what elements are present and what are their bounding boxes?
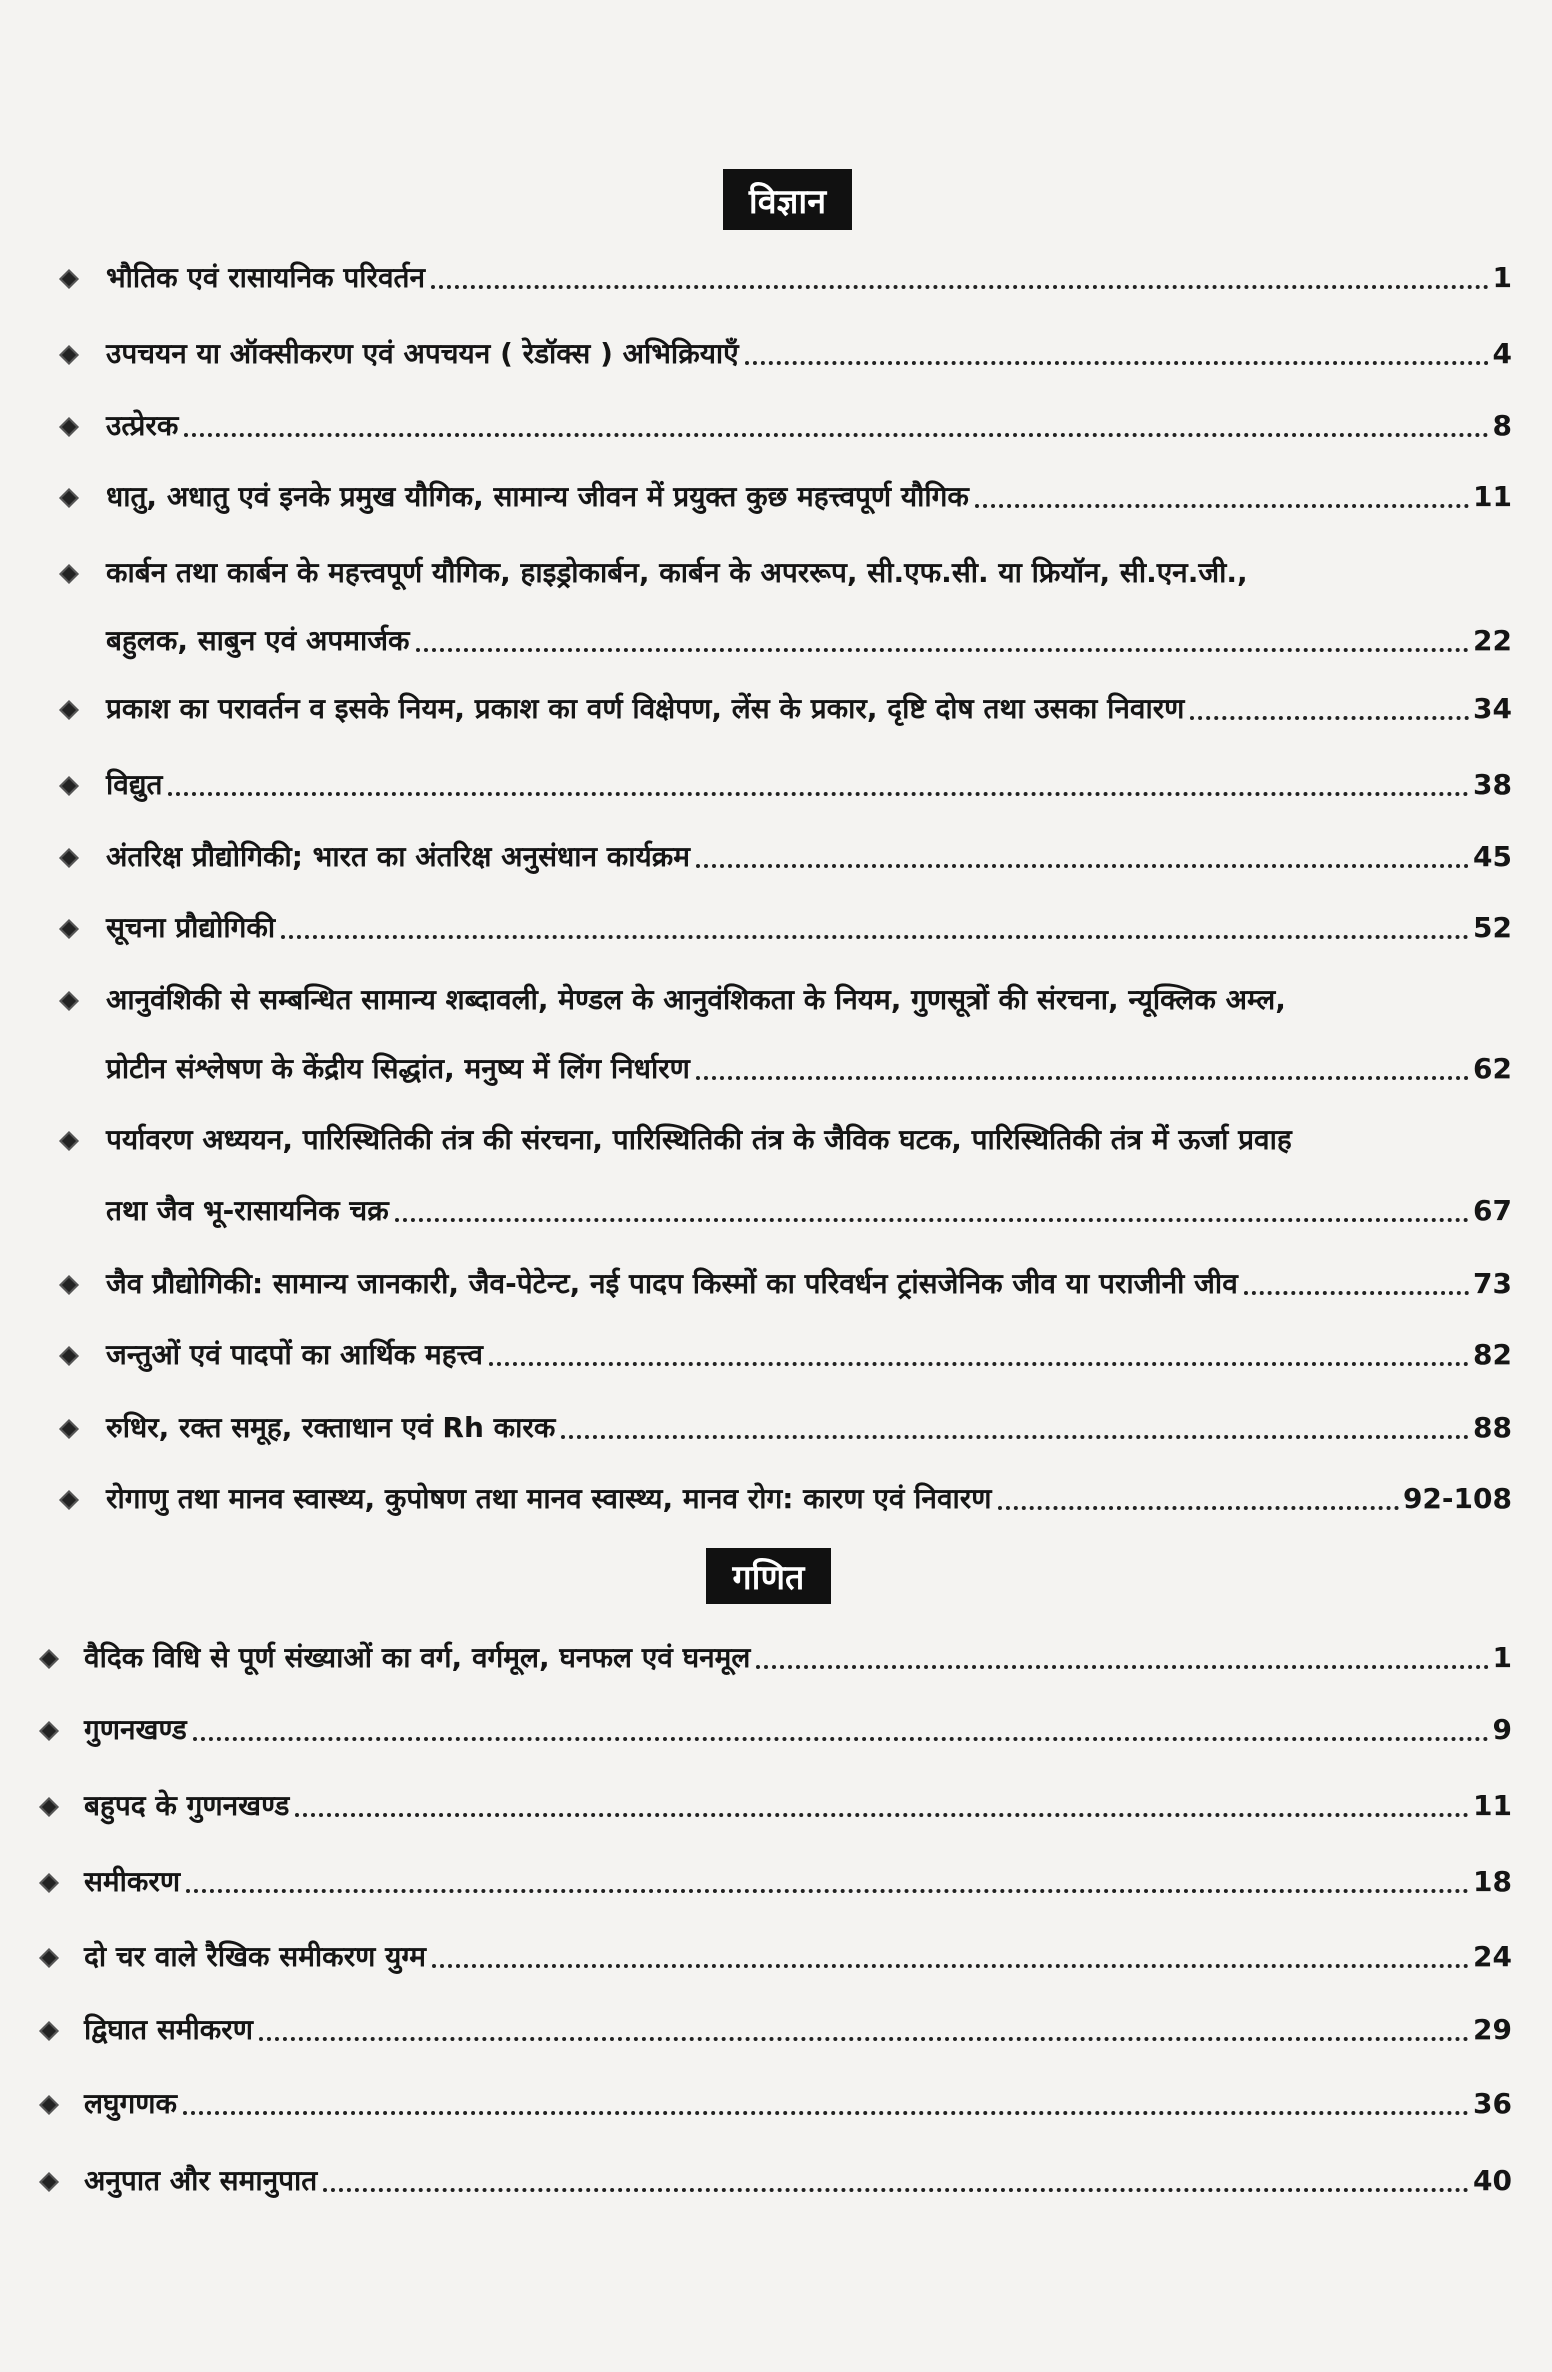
page-number: 45	[1473, 840, 1512, 873]
entry-title: पर्यावरण अध्ययन, पारिस्थितिकी तंत्र की संरचना, पारिस्थितिकी तंत्र के जैविक घटक, पारिस्थितिकी तंत्र में ऊर्जा प्रवाह	[106, 1123, 1292, 1156]
toc-entry	[0, 1782, 1552, 1826]
leader-dots	[561, 1435, 1469, 1439]
page-number: 62	[1473, 1052, 1512, 1085]
entry-title: तथा जैव भू-रासायनिक चक्र	[106, 1194, 389, 1227]
leader-dots	[395, 1218, 1469, 1222]
page-number: 11	[1473, 1789, 1512, 1822]
toc-entry	[0, 1933, 1552, 1977]
page-number: 52	[1473, 911, 1512, 944]
entry-title: वैदिक विधि से पूर्ण संख्याओं का वर्ग, वर्गमूल, घनफल एवं घनमूल	[84, 1641, 751, 1674]
leader-dots	[432, 1964, 1469, 1968]
diamond-bullet-icon	[59, 1275, 79, 1295]
section-heading-mathematics: गणित	[706, 1548, 831, 1604]
toc-entry	[0, 1187, 1552, 1231]
leader-dots	[1244, 1291, 1469, 1295]
toc-entry	[0, 2080, 1552, 2124]
toc-entry	[0, 976, 1552, 1020]
toc-entry	[0, 1331, 1552, 1375]
diamond-bullet-icon	[59, 848, 79, 868]
page-number: 4	[1492, 337, 1512, 370]
diamond-bullet-icon	[59, 700, 79, 720]
page-number: 18	[1473, 1865, 1512, 1898]
page-number: 67	[1473, 1194, 1512, 1227]
toc-entry	[0, 1404, 1552, 1448]
leader-dots	[281, 935, 1469, 939]
section-heading-science: विज्ञान	[723, 169, 852, 230]
diamond-bullet-icon	[59, 776, 79, 796]
diamond-bullet-icon	[39, 1721, 59, 1741]
toc-entry	[0, 1634, 1552, 1678]
leader-dots	[295, 1813, 1469, 1817]
page-number: 34	[1473, 692, 1512, 725]
leader-dots	[998, 1506, 1399, 1510]
page-number: 82	[1473, 1338, 1512, 1371]
entry-title: प्रकाश का परावर्तन व इसके नियम, प्रकाश का वर्ण विक्षेपण, लेंस के प्रकार, दृष्टि दोष तथा उसका निवारण	[106, 692, 1185, 725]
diamond-bullet-icon	[59, 417, 79, 437]
entry-title: अनुपात और समानुपात	[84, 2164, 318, 2197]
page-number: 88	[1473, 1411, 1512, 1444]
page-number: 1	[1492, 1641, 1512, 1674]
page-number: 11	[1473, 480, 1512, 513]
leader-dots	[489, 1362, 1469, 1366]
diamond-bullet-icon	[39, 2172, 59, 2192]
entry-title: आनुवंशिकी से सम्बन्धित सामान्य शब्दावली, मेण्डल के आनुवंशिकता के नियम, गुणसूत्रों की संरचना, न्यूक्लिक अम्ल,	[106, 983, 1286, 1016]
entry-title: अंतरिक्ष प्रौद्योगिकी; भारत का अंतरिक्ष अनुसंधान कार्यक्रम	[106, 840, 691, 873]
toc-entry	[0, 473, 1552, 517]
toc-entry	[0, 833, 1552, 877]
page-number: 36	[1473, 2087, 1512, 2120]
toc-entry	[0, 617, 1552, 661]
entry-title: कार्बन तथा कार्बन के महत्त्वपूर्ण यौगिक, हाइड्रोकार्बन, कार्बन के अपररूप, सी.एफ.सी. या फ्रियॉन, सी.एन.जी.,	[106, 556, 1248, 589]
entry-title: धातु, अधातु एवं इनके प्रमुख यौगिक, सामान्य जीवन में प्रयुक्त कुछ महत्त्वपूर्ण यौगिक	[106, 480, 969, 513]
diamond-bullet-icon	[59, 1490, 79, 1510]
page-number: 22	[1473, 624, 1512, 657]
leader-dots	[745, 361, 1489, 365]
page-number: 8	[1492, 409, 1512, 442]
toc-entry	[0, 330, 1552, 374]
leader-dots	[756, 1665, 1488, 1669]
leader-dots	[259, 2037, 1469, 2041]
leader-dots	[416, 648, 1469, 652]
page-number: 40	[1473, 2164, 1512, 2197]
toc-entry	[0, 904, 1552, 948]
entry-title: दो चर वाले रैखिक समीकरण युग्म	[84, 1940, 426, 1973]
leader-dots	[193, 1737, 1489, 1741]
toc-entry	[0, 1260, 1552, 1304]
diamond-bullet-icon	[59, 1131, 79, 1151]
diamond-bullet-icon	[39, 1948, 59, 1968]
entry-title: विद्युत	[106, 768, 163, 801]
entry-title: बहुपद के गुणनखण्ड	[84, 1789, 290, 1822]
diamond-bullet-icon	[39, 1873, 59, 1893]
leader-dots	[1190, 716, 1469, 720]
entry-title: प्रोटीन संश्लेषण के केंद्रीय सिद्धांत, मनुष्य में लिंग निर्धारण	[106, 1052, 690, 1085]
diamond-bullet-icon	[59, 269, 79, 289]
diamond-bullet-icon	[59, 564, 79, 584]
diamond-bullet-icon	[59, 1419, 79, 1439]
entry-title: रुधिर, रक्त समूह, रक्ताधान एवं Rh कारक	[106, 1411, 556, 1444]
diamond-bullet-icon	[39, 2021, 59, 2041]
diamond-bullet-icon	[59, 488, 79, 508]
entry-title: द्विघात समीकरण	[84, 2013, 253, 2046]
toc-entry	[0, 2006, 1552, 2050]
entry-title: रोगाणु तथा मानव स्वास्थ्य, कुपोषण तथा मानव स्वास्थ्य, मानव रोग: कारण एवं निवारण	[106, 1482, 992, 1515]
entry-title: जैव प्रौद्योगिकी: सामान्य जानकारी, जैव-पेटेन्ट, नई पादप किस्मों का परिवर्धन ट्रांसजेनिक जीव या पराजीनी जीव	[106, 1267, 1238, 1300]
leader-dots	[431, 285, 1488, 289]
entry-title: उपचयन या ऑक्सीकरण एवं अपचयन ( रेडॉक्स ) अभिक्रियाएँ	[106, 337, 739, 370]
entry-title: बहुलक, साबुन एवं अपमार्जक	[106, 624, 410, 657]
entry-title: जन्तुओं एवं पादपों का आर्थिक महत्त्व	[106, 1338, 483, 1371]
entry-title: समीकरण	[84, 1865, 181, 1898]
toc-entry	[0, 1475, 1552, 1519]
leader-dots	[696, 1076, 1469, 1080]
entry-title: उत्प्रेरक	[106, 409, 179, 442]
page-number: 73	[1473, 1267, 1512, 1300]
toc-entry	[0, 1045, 1552, 1089]
diamond-bullet-icon	[59, 1346, 79, 1366]
page-number: 38	[1473, 768, 1512, 801]
diamond-bullet-icon	[59, 345, 79, 365]
toc-entry	[0, 685, 1552, 729]
entry-title: सूचना प्रौद्योगिकी	[106, 911, 276, 944]
page-number: 24	[1473, 1940, 1512, 1973]
entry-title: गुणनखण्ड	[84, 1713, 187, 1746]
toc-entry	[0, 2157, 1552, 2201]
leader-dots	[168, 792, 1469, 796]
leader-dots	[696, 864, 1469, 868]
toc-entry	[0, 254, 1552, 298]
page-number: 29	[1473, 2013, 1512, 2046]
toc-entry	[0, 761, 1552, 805]
toc-entry	[0, 549, 1552, 593]
entry-title: भौतिक एवं रासायनिक परिवर्तन	[106, 261, 426, 294]
toc-entry	[0, 1116, 1552, 1160]
diamond-bullet-icon	[59, 919, 79, 939]
leader-dots	[184, 433, 1488, 437]
leader-dots	[183, 2111, 1469, 2115]
leader-dots	[186, 1889, 1469, 1893]
toc-entry	[0, 402, 1552, 446]
diamond-bullet-icon	[39, 1797, 59, 1817]
diamond-bullet-icon	[39, 2095, 59, 2115]
leader-dots	[323, 2188, 1469, 2192]
page-number: 1	[1492, 261, 1512, 294]
entry-title: लघुगणक	[84, 2087, 178, 2120]
leader-dots	[975, 504, 1469, 508]
diamond-bullet-icon	[59, 991, 79, 1011]
diamond-bullet-icon	[39, 1649, 59, 1669]
page-number: 92-108	[1402, 1482, 1512, 1515]
toc-entry	[0, 1858, 1552, 1902]
toc-entry	[0, 1706, 1552, 1750]
page-number: 9	[1492, 1713, 1512, 1746]
